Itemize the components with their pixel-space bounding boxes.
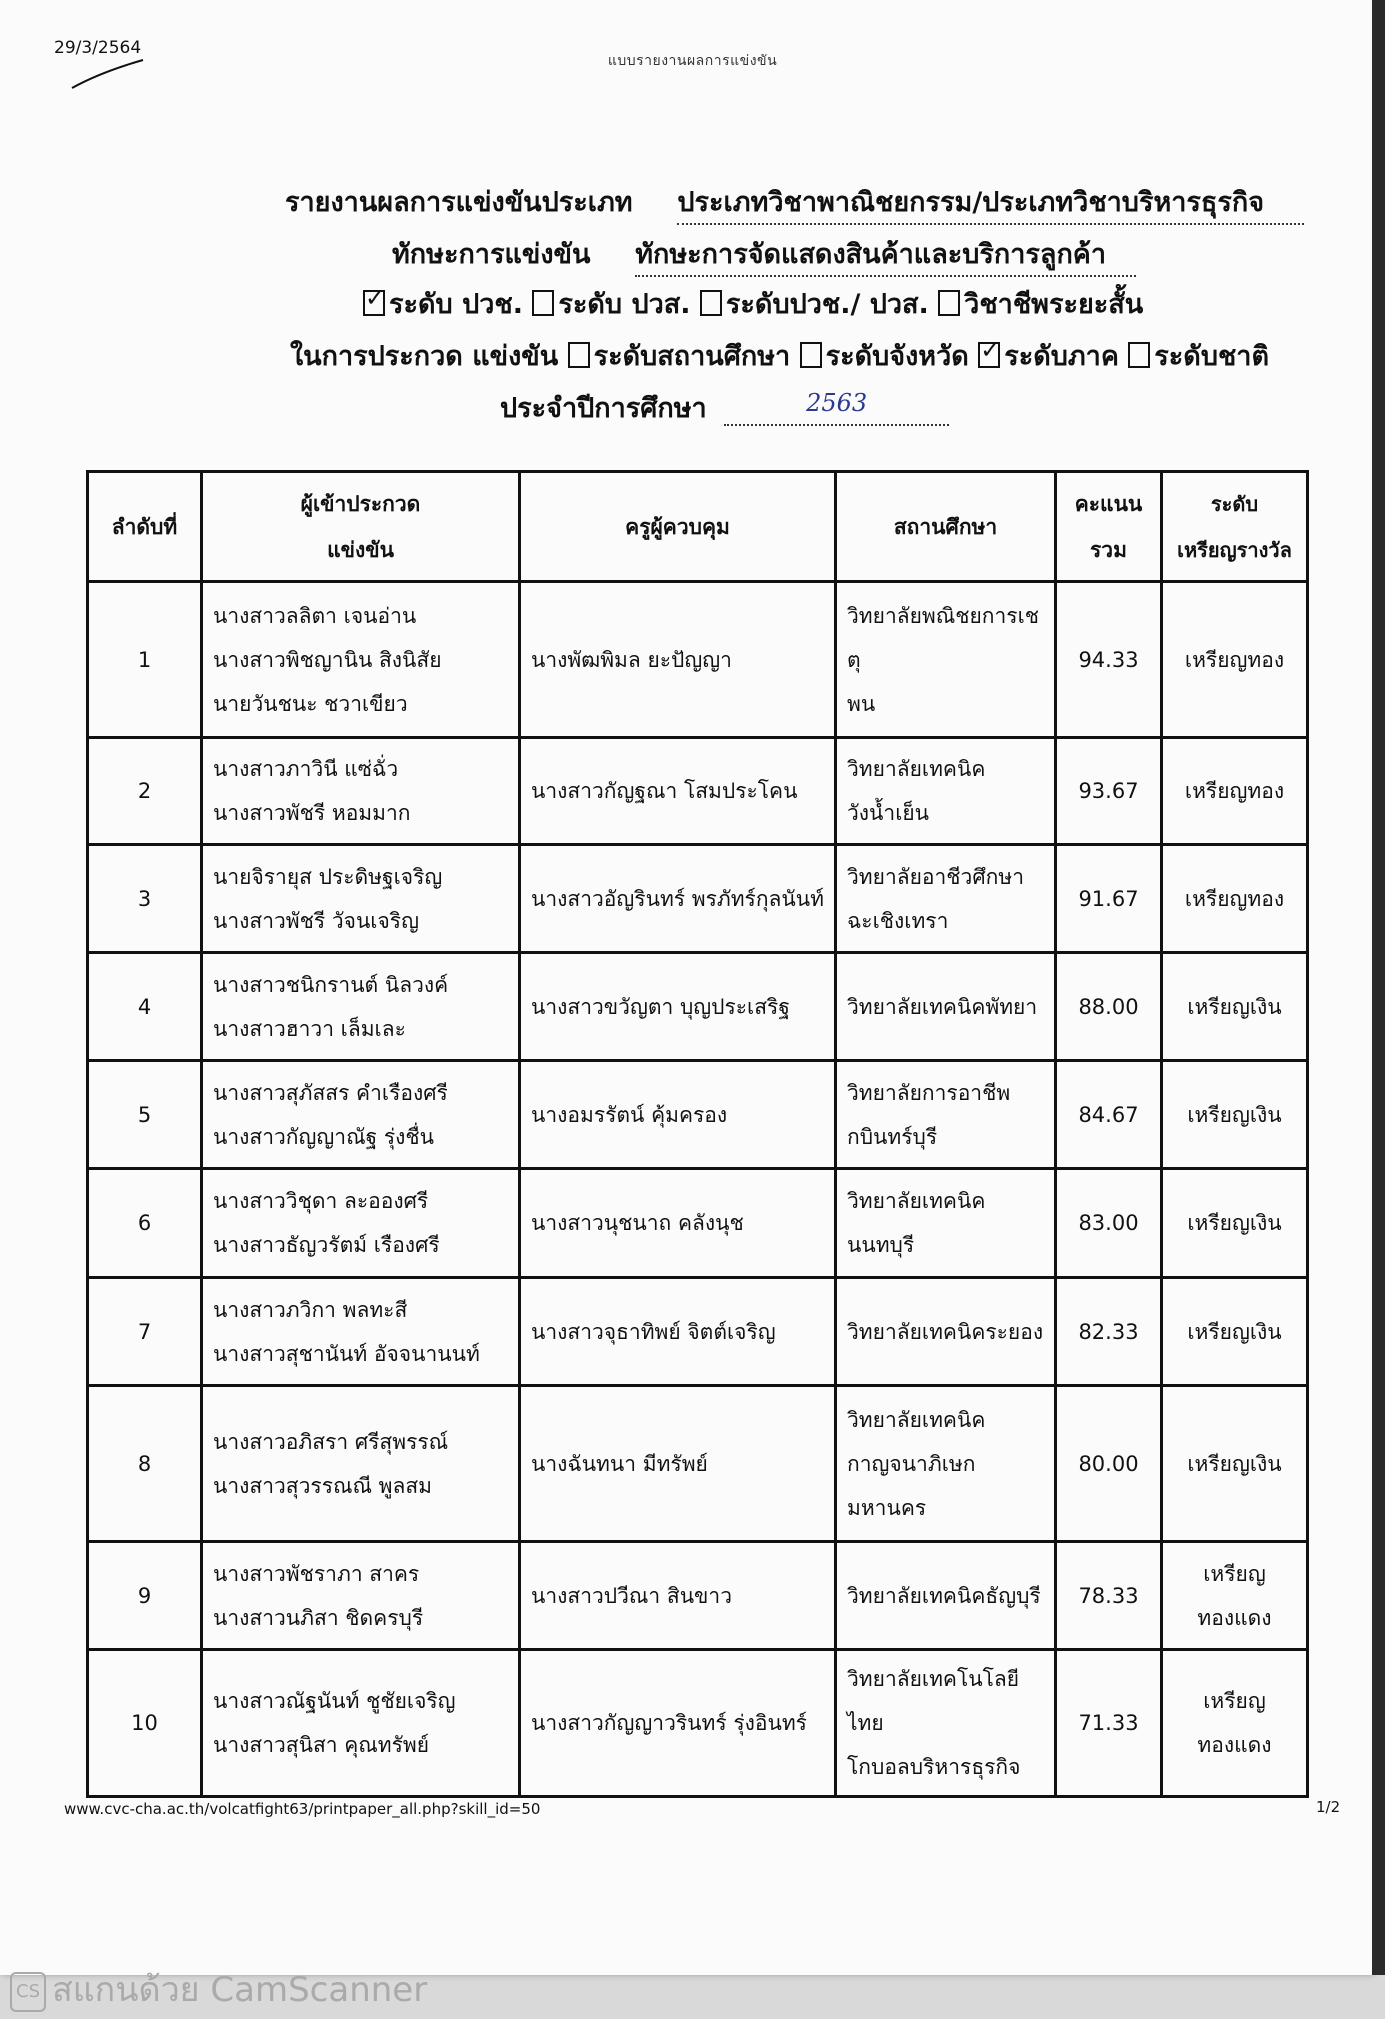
contestants-cell: นางสาววิชุดา ละอองศรี นางสาวธัญวรัตม์ เรืองศรี <box>202 1169 520 1278</box>
camscanner-watermark <box>10 1962 427 2016</box>
table-header-row <box>88 472 1308 582</box>
header-rank: ลำดับที่ <box>88 472 202 582</box>
medal-cell: เหรียญเงิน <box>1162 1061 1308 1169</box>
rank-cell: 9 <box>88 1542 202 1650</box>
score-cell: 84.67 <box>1056 1061 1162 1169</box>
checkbox-icon <box>800 342 822 368</box>
level-option-2: ระดับ ปวส. <box>532 289 690 320</box>
teacher-cell: นางสาวกัญญาวรินทร์ รุ่งอินทร์ <box>520 1650 836 1797</box>
watermark-text: สแกนด้วย CamScanner <box>52 1970 428 2010</box>
school-cell: วิทยาลัยเทคนิค วังน้ำเย็น <box>836 738 1056 845</box>
checkbox-checked-icon <box>363 290 385 316</box>
contestants-cell: นายจิรายุส ประดิษฐเจริญ นางสาวพัชรี วัจนเจริญ <box>202 845 520 953</box>
medal-cell: เหรียญเงิน <box>1162 1386 1308 1542</box>
header-teacher: ครูผู้ควบคุม <box>520 472 836 582</box>
table-row <box>88 953 1308 1061</box>
score-cell: 93.67 <box>1056 738 1162 845</box>
table-row <box>88 1061 1308 1169</box>
rank-cell: 7 <box>88 1278 202 1386</box>
skill-value: ทักษะการจัดแสดงสินค้าและบริการลูกค้า <box>635 232 1136 277</box>
contestants-cell: นางสาวภวิกา พลทะสี นางสาวสุชานันท์ อัจจนานนท์ <box>202 1278 520 1386</box>
category-value: ประเภทวิชาพาณิชยกรรม/ประเภทวิชาบริหารธุรกิจ <box>677 180 1304 225</box>
contestants-cell: นางสาวณัฐนันท์ ชูชัยเจริญ นางสาวสุนิสา คุณทรัพย์ <box>202 1650 520 1797</box>
checkbox-icon <box>700 290 722 316</box>
score-cell: 91.67 <box>1056 845 1162 953</box>
school-cell: วิทยาลัยเทคนิคพัทยา <box>836 953 1056 1061</box>
teacher-cell: นางอมรรัตน์ คุ้มครอง <box>520 1061 836 1169</box>
rank-cell: 3 <box>88 845 202 953</box>
contest-option-1: ระดับสถานศึกษา <box>568 341 791 372</box>
teacher-cell: นางพัฒพิมล ยะปัญญา <box>520 582 836 738</box>
medal-cell: เหรียญทอง <box>1162 738 1308 845</box>
level-option-3: ระดับปวช./ ปวส. <box>700 289 929 320</box>
table-row <box>88 845 1308 953</box>
table-row <box>88 1650 1308 1797</box>
header-school: สถานศึกษา <box>836 472 1056 582</box>
rank-cell: 1 <box>88 582 202 738</box>
skill-label: ทักษะการแข่งขัน <box>392 239 591 270</box>
score-cell: 78.33 <box>1056 1542 1162 1650</box>
level-option-4: วิชาชีพระยะสั้น <box>938 289 1143 320</box>
score-cell: 71.33 <box>1056 1650 1162 1797</box>
handwritten-date: 29/3/2564 <box>54 38 142 58</box>
table-row <box>88 738 1308 845</box>
contestants-cell: นางสาวพัชราภา สาคร นางสาวนภิสา ชิดครบุรี <box>202 1542 520 1650</box>
score-cell: 94.33 <box>1056 582 1162 738</box>
teacher-cell: นางสาวปวีณา สินขาว <box>520 1542 836 1650</box>
checkbox-checked-icon <box>978 342 1000 368</box>
medal-cell: เหรียญ ทองแดง <box>1162 1650 1308 1797</box>
results-table <box>86 470 1309 1798</box>
category-line <box>285 180 1304 225</box>
contestants-cell: นางสาวอภิสรา ศรีสุพรรณ์ นางสาวสุวรรณณี พูลสม <box>202 1386 520 1542</box>
rank-cell: 4 <box>88 953 202 1061</box>
score-cell: 82.33 <box>1056 1278 1162 1386</box>
year-line <box>500 386 949 429</box>
contestants-cell: นางสาวชนิกรานต์ นิลวงค์ นางสาวฮาวา เล็มเละ <box>202 953 520 1061</box>
medal-cell: เหรียญเงิน <box>1162 1169 1308 1278</box>
year-label: ประจำปีการศึกษา <box>500 393 707 424</box>
score-cell: 88.00 <box>1056 953 1162 1061</box>
school-cell: วิทยาลัยพณิชยการเชตุ พน <box>836 582 1056 738</box>
teacher-cell: นางสาวจุธาทิพย์ จิตต์เจริญ <box>520 1278 836 1386</box>
skill-line <box>392 232 1136 277</box>
medal-cell: เหรียญเงิน <box>1162 953 1308 1061</box>
medal-cell: เหรียญทอง <box>1162 845 1308 953</box>
contest-option-4: ระดับชาติ <box>1128 341 1269 372</box>
contest-option-3: ✓ ระดับภาค <box>978 341 1119 372</box>
contestants-cell: นางสาวภาวินี แซ่ฉั่ว นางสาวพัชรี หอมมาก <box>202 738 520 845</box>
level-line <box>363 282 1143 325</box>
contestants-cell: นางสาวสุภัสสร คำเรืองศรี นางสาวกัญญาณัฐ รุ่งชื่น <box>202 1061 520 1169</box>
table-row <box>88 1169 1308 1278</box>
contest-label: ในการประกวด แข่งขัน <box>290 341 559 372</box>
contest-option-2: ระดับจังหวัด <box>800 341 969 372</box>
score-cell: 83.00 <box>1056 1169 1162 1278</box>
scan-edge <box>1372 0 1385 1975</box>
medal-cell: เหรียญ ทองแดง <box>1162 1542 1308 1650</box>
year-field <box>724 389 949 426</box>
teacher-cell: นางสาวนุชนาถ คลังนุช <box>520 1169 836 1278</box>
checkbox-icon <box>568 342 590 368</box>
school-cell: วิทยาลัยเทคนิคธัญบุรี <box>836 1542 1056 1650</box>
footer-url: www.cvc-cha.ac.th/volcatfight63/printpaper_all.php?skill_id=50 <box>64 1800 541 1818</box>
school-cell: วิทยาลัยเทคนิคระยอง <box>836 1278 1056 1386</box>
score-cell: 80.00 <box>1056 1386 1162 1542</box>
teacher-cell: นางสาวขวัญตา บุญประเสริฐ <box>520 953 836 1061</box>
teacher-cell: นางสาวอัญรินทร์ พรภัทร์กุลนันท์ <box>520 845 836 953</box>
school-cell: วิทยาลัยการอาชีพ กบินทร์บุรี <box>836 1061 1056 1169</box>
school-cell: วิทยาลัยอาชีวศึกษา ฉะเชิงเทรา <box>836 845 1056 953</box>
rank-cell: 6 <box>88 1169 202 1278</box>
teacher-cell: นางฉันทนา มีทรัพย์ <box>520 1386 836 1542</box>
header-medal: ระดับ เหรียญรางวัล <box>1162 472 1308 582</box>
checkbox-icon <box>938 290 960 316</box>
contest-level-line <box>290 334 1269 377</box>
rank-cell: 2 <box>88 738 202 845</box>
page-header: แบบรายงานผลการแข่งขัน <box>607 53 778 69</box>
rank-cell: 10 <box>88 1650 202 1797</box>
header-contestants: ผู้เข้าประกวด แข่งขัน <box>202 472 520 582</box>
school-cell: วิทยาลัยเทคนิค กาญจนาภิเษก มหานคร <box>836 1386 1056 1542</box>
page-number: 1/2 <box>1316 1798 1341 1816</box>
medal-cell: เหรียญทอง <box>1162 582 1308 738</box>
category-label: รายงานผลการแข่งขันประเภท <box>285 187 633 218</box>
school-cell: วิทยาลัยเทคนิคนนทบุรี <box>836 1169 1056 1278</box>
teacher-cell: นางสาวกัญฐณา โสมประโคน <box>520 738 836 845</box>
camscanner-logo-icon: CS <box>10 1972 46 2012</box>
table-row <box>88 582 1308 738</box>
rank-cell: 5 <box>88 1061 202 1169</box>
table-row <box>88 1542 1308 1650</box>
year-value: 2563 <box>806 389 868 417</box>
rank-cell: 8 <box>88 1386 202 1542</box>
header-score: คะแนน รวม <box>1056 472 1162 582</box>
school-cell: วิทยาลัยเทคโนโลยีไทย โกบอลบริหารธุรกิจ <box>836 1650 1056 1797</box>
level-option-1: ✓ระดับ ปวช. <box>363 289 523 320</box>
table-row <box>88 1386 1308 1542</box>
contestants-cell: นางสาวลลิตา เจนอ่าน นางสาวพิชญานิน สิงนิสัย นายวันชนะ ชวาเขียว <box>202 582 520 738</box>
checkbox-icon <box>1128 342 1150 368</box>
checkbox-icon <box>532 290 554 316</box>
medal-cell: เหรียญเงิน <box>1162 1278 1308 1386</box>
table-row <box>88 1278 1308 1386</box>
